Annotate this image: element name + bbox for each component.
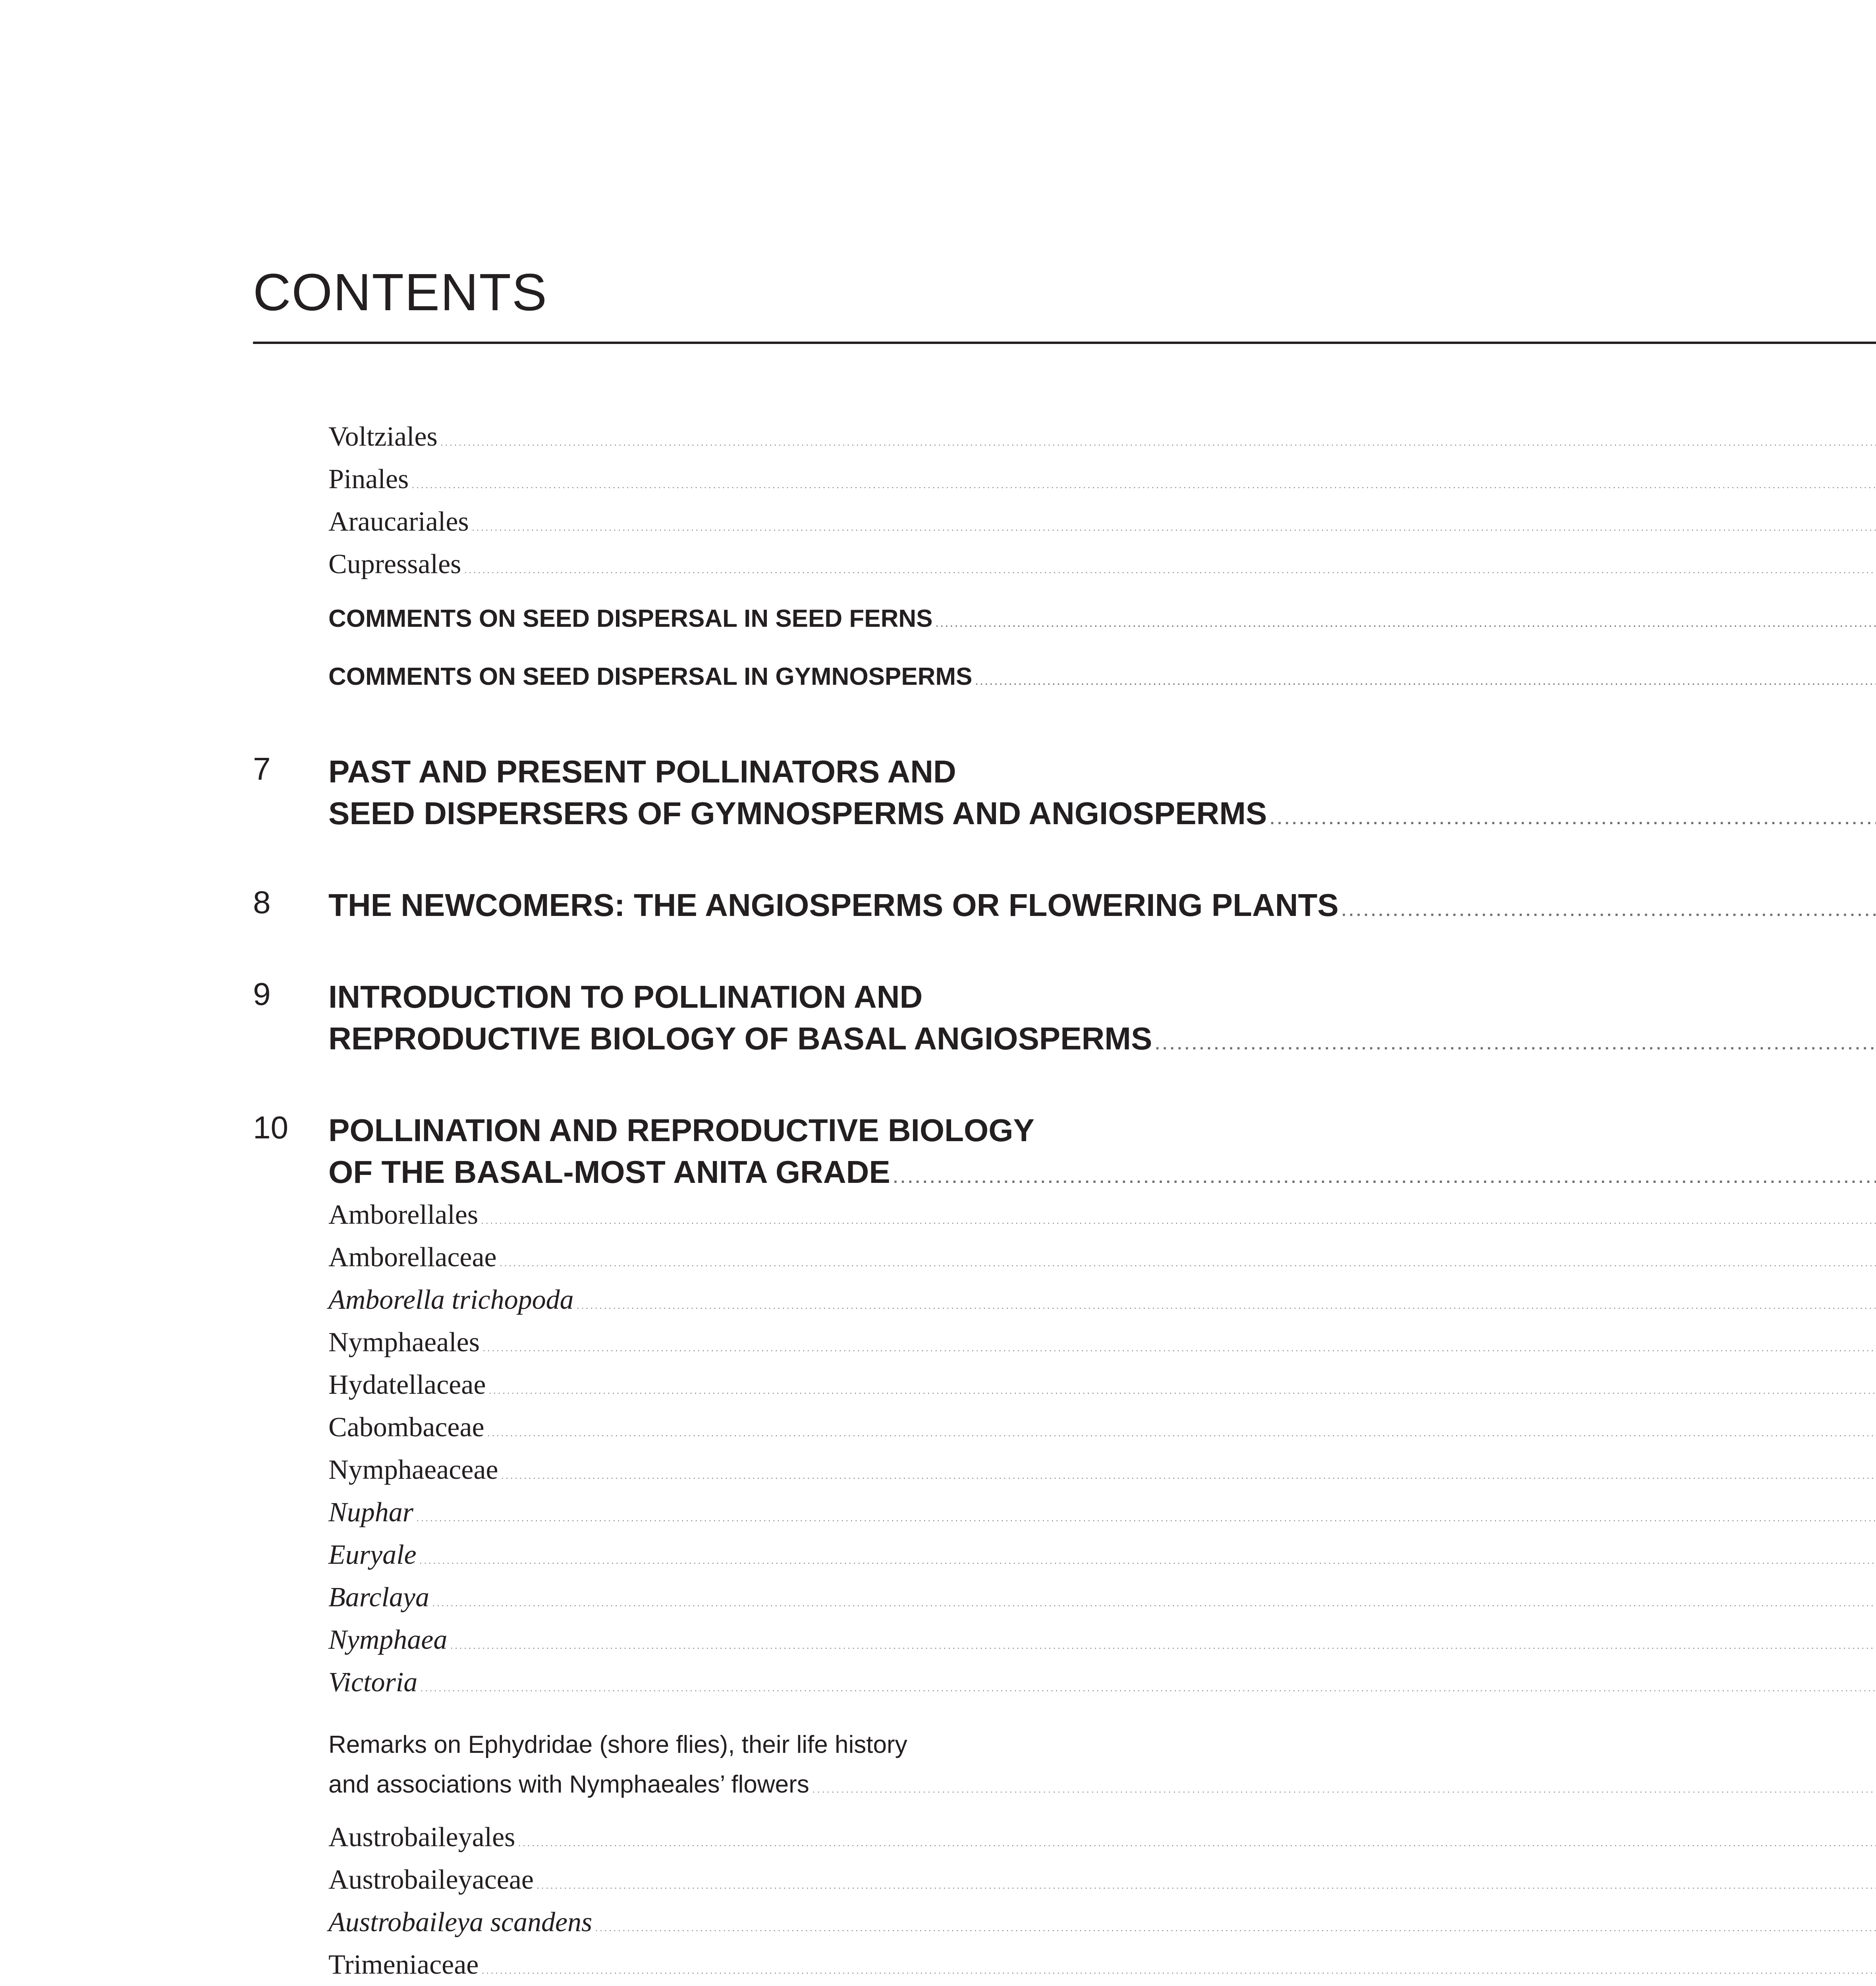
toc-entry[interactable] [253,421,1633,464]
toc-entry-line [328,1369,1876,1401]
dot-leader [421,1683,1876,1694]
toc-entry-label: Nuphar [328,1497,413,1528]
toc-entry[interactable] [253,1725,1633,1810]
toc-entry-line [328,1284,1876,1316]
toc-entry[interactable] [253,1582,1633,1624]
toc-entry[interactable] [253,649,1633,707]
toc-entry-line [328,1327,1876,1358]
toc-entry-body [328,1624,1876,1656]
toc-entry-label: Pinales [328,464,409,495]
toc-entry-label: Barclaya [328,1582,429,1613]
toc-entry-body [328,549,1876,580]
toc-entry-body [328,1369,1876,1401]
toc-entry-label: Victoria [328,1667,418,1698]
toc-entry[interactable] [253,1907,1633,1949]
toc-entry-title-line: Remarks on Ephydridae (shore flies), their life history [328,1731,907,1758]
toc-entry-label: Nymphaea [328,1625,448,1655]
toc-entry[interactable] [253,1369,1633,1412]
toc-entry-body [328,1327,1876,1358]
toc-entry-body [328,1864,1876,1896]
toc-entry-label: Cupressales [328,549,461,580]
toc-entry-line [328,792,1876,840]
dot-leader [420,1556,1876,1566]
toc-entry-title-line: POLLINATION AND REPRODUCTIVE BIOLOGY [328,1113,1035,1148]
dot-leader [489,1386,1876,1396]
dot-leader [482,1966,1876,1976]
toc-entry-body [328,421,1876,453]
toc-entry[interactable] [253,1454,1633,1497]
toc-entry-label: Hydatellaceae [328,1370,486,1400]
toc-entry[interactable] [253,884,1633,932]
toc-entry[interactable] [253,549,1633,591]
chapter-number: 9 [253,976,271,1012]
toc-entry-line [328,1151,1876,1199]
toc-entry-line [328,1412,1876,1443]
toc-entry-line [328,1864,1876,1896]
toc-entry-line [328,1907,1876,1938]
dot-leader [500,1258,1876,1269]
chapter-number: 10 [253,1110,288,1145]
toc-entry-body [328,1242,1876,1273]
toc-entry[interactable] [253,1327,1633,1369]
toc-entry-line [328,605,1876,633]
toc-entry-body [328,884,1876,932]
toc-entry[interactable] [253,506,1633,549]
toc-entry-label: Amborella trichopoda [328,1285,574,1315]
dot-leader [1270,799,1876,840]
toc-entry-line [328,1582,1876,1613]
dot-leader [894,1157,1876,1199]
toc-entry-label: Euryale [328,1540,417,1570]
toc-entry[interactable] [253,1412,1633,1454]
toc-entry-body [328,1284,1876,1316]
dot-leader [472,523,1876,533]
toc-entry-label: Nymphaeaceae [328,1455,498,1485]
toc-entry-line [328,1199,1876,1231]
chapter-number: 8 [253,885,271,920]
dot-leader [1155,1024,1876,1066]
toc-entry-body [328,1822,1876,1853]
toc-entry-line [328,421,1876,453]
page-title: CONTENTS [253,263,548,321]
toc-entry-body [328,1582,1876,1613]
dot-leader [595,1923,1876,1934]
toc-entry[interactable] [253,1497,1633,1539]
toc-entry-body [328,1907,1876,1938]
toc-entry[interactable] [253,464,1633,506]
toc-entry[interactable] [253,1667,1633,1709]
dot-leader [441,438,1876,448]
toc-entry[interactable] [253,976,1633,1066]
toc-entry-line [328,1539,1876,1571]
toc-entry-body [328,1725,1876,1810]
toc-entry-body [328,464,1876,495]
dot-leader [483,1343,1876,1354]
toc-entry[interactable] [253,1284,1633,1327]
dot-leader [481,1216,1876,1226]
toc-entry-body [328,1412,1876,1443]
title-rule [253,342,1876,344]
toc-entry-label: REPRODUCTIVE BIOLOGY OF BASAL ANGIOSPERMS [328,1021,1152,1056]
toc-entry-line [328,1765,1876,1810]
toc-entry-label: THE NEWCOMERS: THE ANGIOSPERMS OR FLOWERING PLANTS [328,887,1339,923]
toc-entry-line [328,506,1876,538]
toc-entry-label: Amborellaceae [328,1242,497,1273]
toc-entry-line [328,1497,1876,1528]
toc-entry-line [328,1242,1876,1273]
toc-entry-body [328,1199,1876,1231]
toc-entry-line [328,663,1876,691]
toc-entry[interactable] [253,1199,1633,1242]
dot-leader [1342,891,1876,932]
toc-entry-label: Araucariales [328,506,469,537]
toc-entry-label: SEED DISPERSERS OF GYMNOSPERMS AND ANGIOSPERMS [328,796,1267,831]
dot-leader [518,1838,1876,1849]
toc-entry[interactable] [253,1539,1633,1582]
toc-entry-label: and associations with Nymphaeales’ flowers [328,1771,809,1798]
toc-entry-label: Austrobaileya scandens [328,1907,593,1938]
toc-entry-body [328,1454,1876,1486]
dot-leader [936,619,1876,629]
toc-entry-body [328,663,1876,691]
toc-entry[interactable] [253,1822,1633,1864]
toc-entry-label: Cabombaceae [328,1412,484,1443]
toc-entry[interactable] [253,1624,1633,1667]
dot-leader [537,1881,1876,1891]
toc-entry[interactable] [253,1242,1633,1284]
toc-entry-line [328,884,1876,932]
toc-entry[interactable] [253,751,1633,840]
toc-entry-line [328,1822,1876,1853]
toc-entry-line [328,1949,1876,1981]
dot-leader [450,1641,1876,1651]
toc-entry-label: COMMENTS ON SEED DISPERSAL IN SEED FERNS [328,605,933,632]
toc-entry-body [328,506,1876,538]
chapter-number: 7 [253,751,271,786]
dot-leader [432,1598,1876,1609]
toc-entry-title-line: INTRODUCTION TO POLLINATION AND [328,979,923,1014]
toc-entry-label: Trimeniaceae [328,1949,479,1980]
toc-entry-body [328,1667,1876,1698]
dot-leader [412,480,1876,491]
toc-entry-body [328,976,1876,1066]
toc-entry[interactable] [253,1864,1633,1907]
dot-leader [417,1513,1876,1524]
dot-leader [502,1471,1876,1481]
toc-entry-label: Austrobaileyaceae [328,1864,534,1895]
toc-entry[interactable] [253,1109,1633,1199]
toc-entry-line [328,464,1876,495]
toc-entry-body [328,1109,1876,1199]
toc-entry-body [328,605,1876,633]
toc-entry-body [328,1497,1876,1528]
dot-leader [813,1770,1876,1810]
dot-leader [975,677,1876,687]
toc-entry-label: COMMENTS ON SEED DISPERSAL IN GYMNOSPERMS [328,663,973,690]
toc-entry-line [328,1018,1876,1066]
toc-entry-body [328,1949,1876,1981]
toc-entry-title-line: PAST AND PRESENT POLLINATORS AND [328,754,956,789]
toc-entry-label: Nymphaeales [328,1327,480,1358]
toc-entry-label: Voltziales [328,421,438,452]
toc-entry[interactable] [253,1949,1633,1986]
toc-entry[interactable] [253,591,1633,649]
toc-entry-body [328,751,1876,840]
toc-entry-label: OF THE BASAL-MOST ANITA GRADE [328,1154,890,1190]
toc-entry-line [328,1454,1876,1486]
toc-entry-label: Amborellales [328,1200,479,1230]
dot-leader [464,565,1876,576]
toc-entry-label: Austrobaileyales [328,1822,515,1853]
dot-leader [577,1301,1876,1311]
toc-entry-line [328,1624,1876,1656]
toc-entry-body [328,1539,1876,1571]
dot-leader [488,1428,1876,1439]
toc-entry-line [328,549,1876,580]
toc-entry-line [328,1667,1876,1698]
table-of-contents [253,421,1633,1986]
